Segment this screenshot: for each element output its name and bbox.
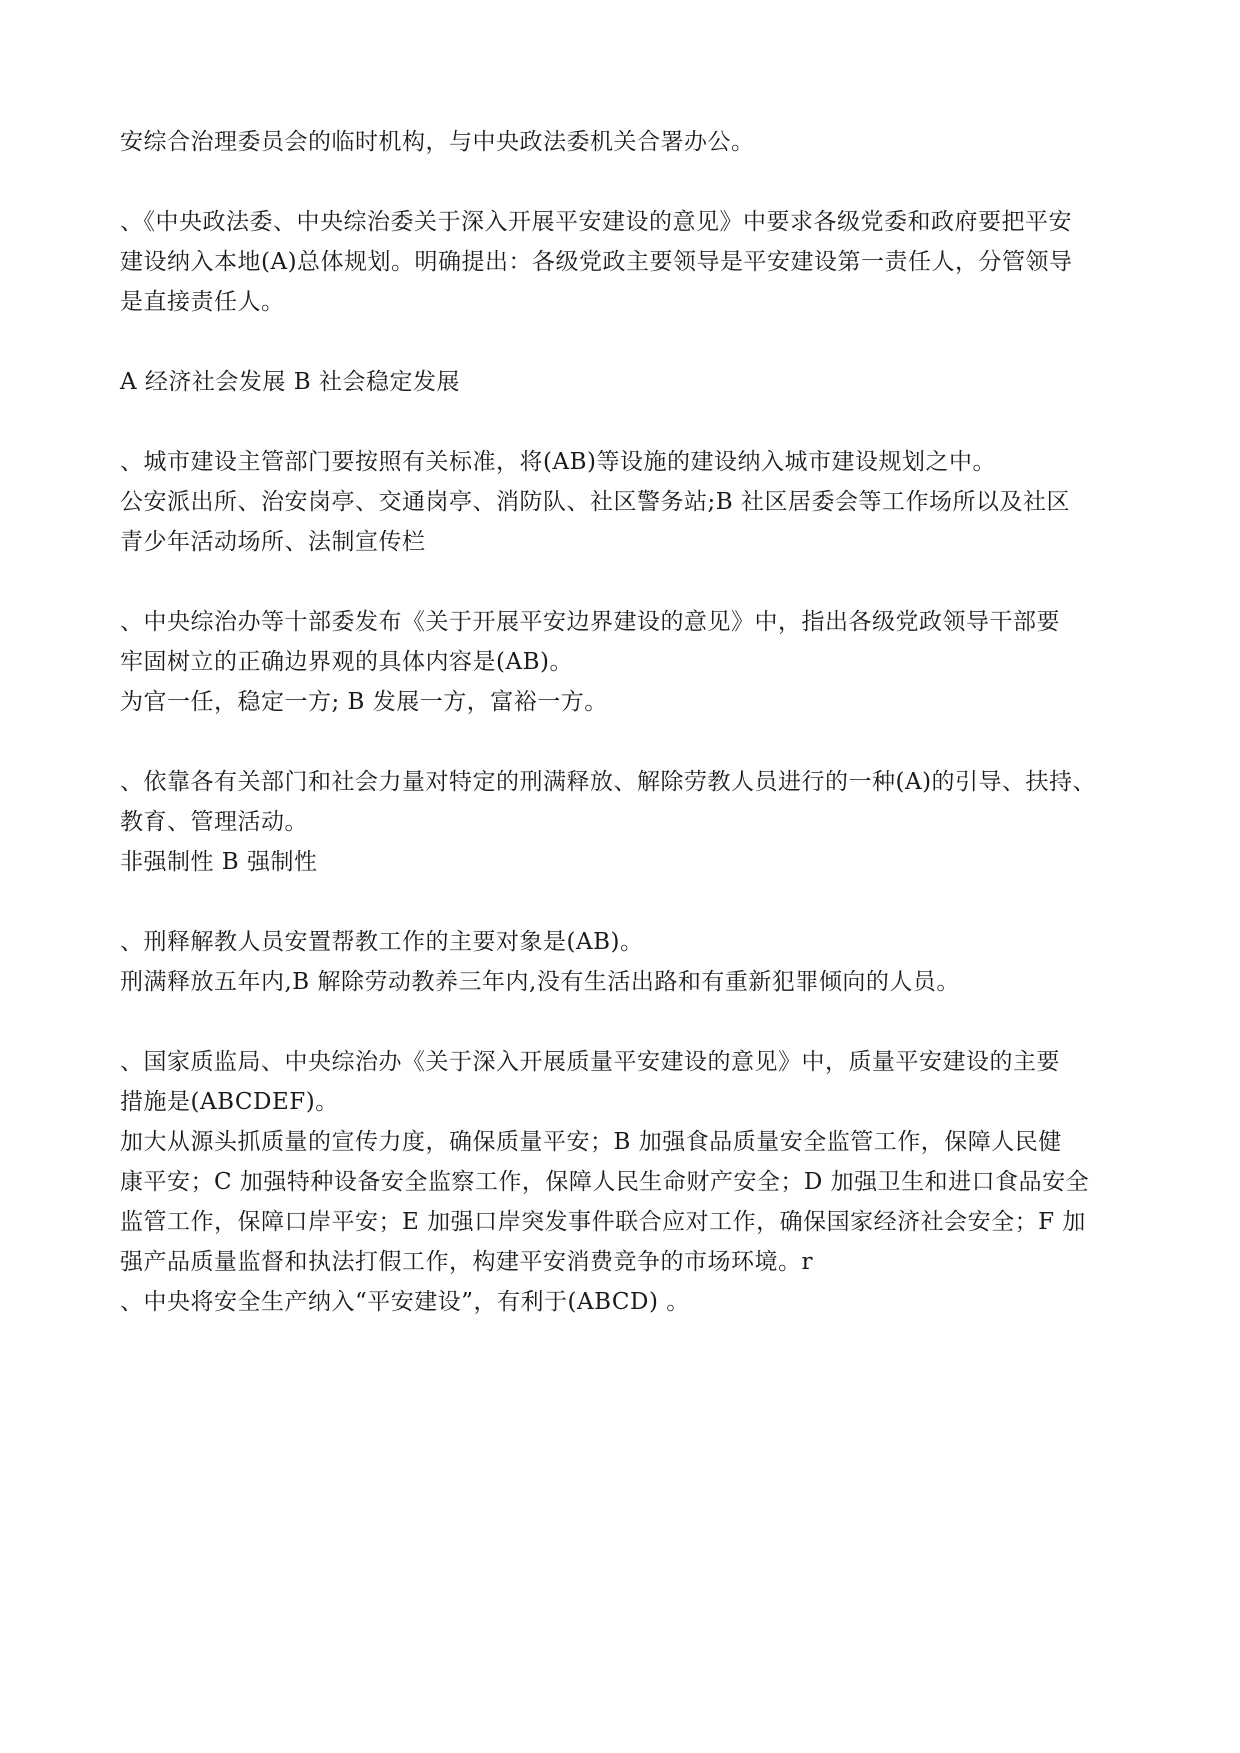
question-5 (120, 922, 1130, 1002)
question-1 (120, 202, 1130, 322)
spacer (120, 882, 1130, 922)
question-2-line-1: 、城市建设主管部门要按照有关标准，将(AB)等设施的建设纳入城市建设规划之中。 (120, 449, 996, 475)
question-1-line-2: 建设纳入本地(A)总体规划。明确提出：各级党政主要领导是平安建设第一责任人，分管领导 (120, 249, 1073, 275)
spacer (120, 402, 1130, 442)
question-3 (120, 602, 1130, 722)
question-7-line-1: 、中央将安全生产纳入“平安建设”，有利于(ABCD) 。 (120, 1289, 690, 1315)
question-6-line-3: 加大从源头抓质量的宣传力度，确保质量平安；B 加强食品质量安全监管工作，保障人民健 (120, 1129, 1062, 1155)
question-1-line-1: 、《中央政法委、中央综治委关于深入开展平安建设的意见》中要求各级党委和政府要把平安 (120, 209, 1072, 235)
spacer (120, 722, 1130, 762)
question-2-line-2: 公安派出所、治安岗亭、交通岗亭、消防队、社区警务站;B 社区居委会等工作场所以及社区 (120, 489, 1070, 515)
spacer (120, 1002, 1130, 1042)
question-3-line-1: 、中央综治办等十部委发布《关于开展平安边界建设的意见》中，指出各级党政领导干部要 (120, 609, 1060, 635)
question-3-line-3: 为官一任，稳定一方; B 发展一方，富裕一方。 (120, 689, 608, 715)
question-2 (120, 442, 1130, 562)
question-6-line-4: 康平安；C 加强特种设备安全监察工作，保障人民生命财产安全；D 加强卫生和进口食品安全 (120, 1169, 1090, 1195)
question-6-line-2: 措施是(ABCDEF)。 (120, 1089, 339, 1115)
question-1-line-3: 是直接责任人。 (120, 289, 285, 315)
question-6 (120, 1042, 1130, 1282)
question-4 (120, 762, 1130, 882)
question-6-line-1: 、国家质监局、中央综治办《关于深入开展质量平安建设的意见》中，质量平安建设的主要 (120, 1049, 1060, 1075)
question-5-line-1: 、刑释解教人员安置帮教工作的主要对象是(AB)。 (120, 929, 644, 955)
question-3-line-2: 牢固树立的正确边界观的具体内容是(AB)。 (120, 649, 573, 675)
question-7 (120, 1282, 1130, 1322)
question-6-line-5: 监管工作，保障口岸平安；E 加强口岸突发事件联合应对工作，确保国家经济社会安全；F 加 (120, 1209, 1086, 1235)
spacer (120, 562, 1130, 602)
document-body (120, 122, 1130, 1322)
question-4-line-2: 教育、管理活动。 (120, 809, 308, 835)
question-4-line-3: 非强制性 B 强制性 (120, 849, 318, 875)
question-4-line-1: 、依靠各有关部门和社会力量对特定的刑满释放、解除劳教人员进行的一种(A)的引导、扶持、 (120, 769, 1097, 795)
paragraph-intro: 安综合治理委员会的临时机构，与中央政法委机关合署办公。 (120, 129, 755, 155)
question-5-line-2: 刑满释放五年内,B 解除劳动教养三年内,没有生活出路和有重新犯罪倾向的人员。 (120, 969, 960, 995)
spacer (120, 162, 1130, 202)
question-1-options: A 经济社会发展 B 社会稳定发展 (120, 369, 460, 395)
question-6-line-6: 强产品质量监督和执法打假工作，构建平安消费竞争的市场环境。r (120, 1249, 813, 1275)
spacer (120, 322, 1130, 362)
question-2-line-3: 青少年活动场所、法制宣传栏 (120, 529, 426, 555)
